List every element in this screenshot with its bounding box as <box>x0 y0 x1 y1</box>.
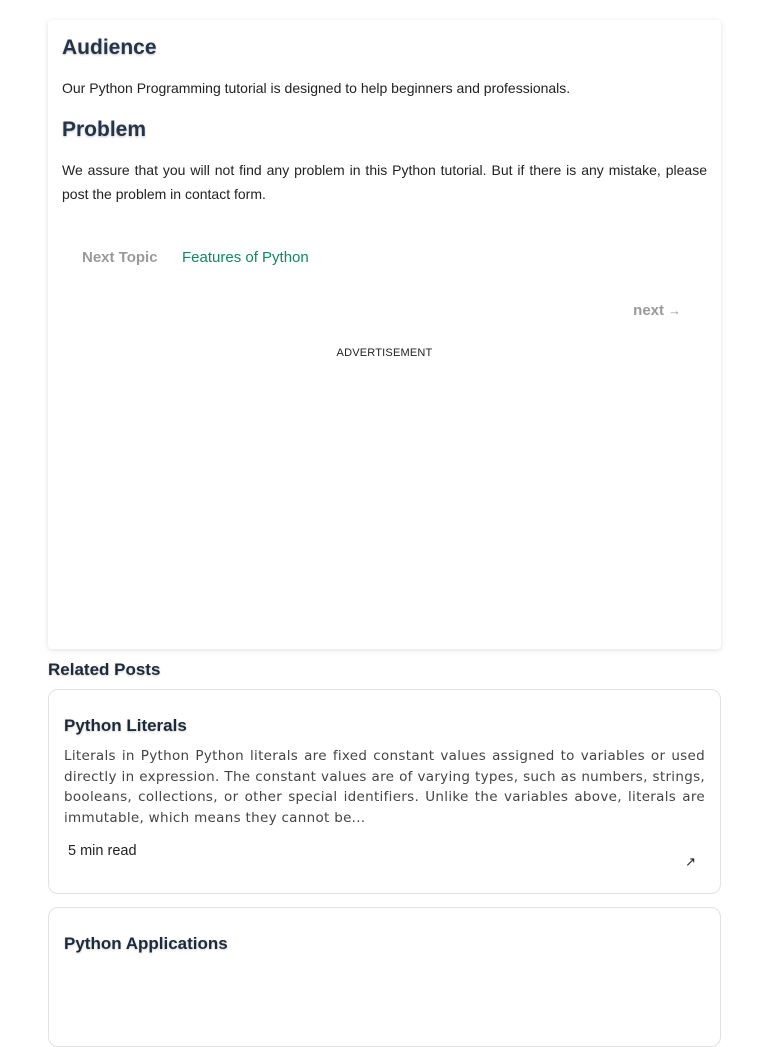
advertisement-label: ADVERTISEMENT <box>336 347 433 359</box>
next-topic-link[interactable]: Features of Python <box>182 249 309 266</box>
next-topic-label: Next Topic <box>82 249 158 266</box>
related-post-excerpt: Literals in Python Python literals are fixed constant values assigned to variables or used directly in expression. The constant values are of varying types, such as numbers, strings, booleans, collections, or other special identifiers. Unlike the variables above, literals are immutable, which means they cannot be... <box>64 748 705 826</box>
open-link-icon[interactable]: ↗ <box>685 854 696 869</box>
related-post-card[interactable] <box>48 907 721 1047</box>
related-post-title[interactable]: Python Applications <box>64 934 228 953</box>
article-card <box>48 20 721 649</box>
related-posts-title: Related Posts <box>48 660 161 679</box>
related-post-title[interactable]: Python Literals <box>64 716 187 735</box>
related-post-card[interactable] <box>48 689 721 894</box>
arrow-right-icon: → <box>668 303 681 318</box>
problem-heading: Problem <box>62 118 147 141</box>
problem-text: We assure that you will not find any problem in this Python tutorial. But if there is any mistake, please post the problem in contact form. <box>62 162 707 202</box>
next-button[interactable] <box>633 302 681 319</box>
next-label: next <box>633 302 664 319</box>
audience-heading: Audience <box>62 36 157 59</box>
audience-text: Our Python Programming tutorial is designed to help beginners and professionals. <box>62 80 571 96</box>
read-time: 5 min read <box>68 843 137 859</box>
